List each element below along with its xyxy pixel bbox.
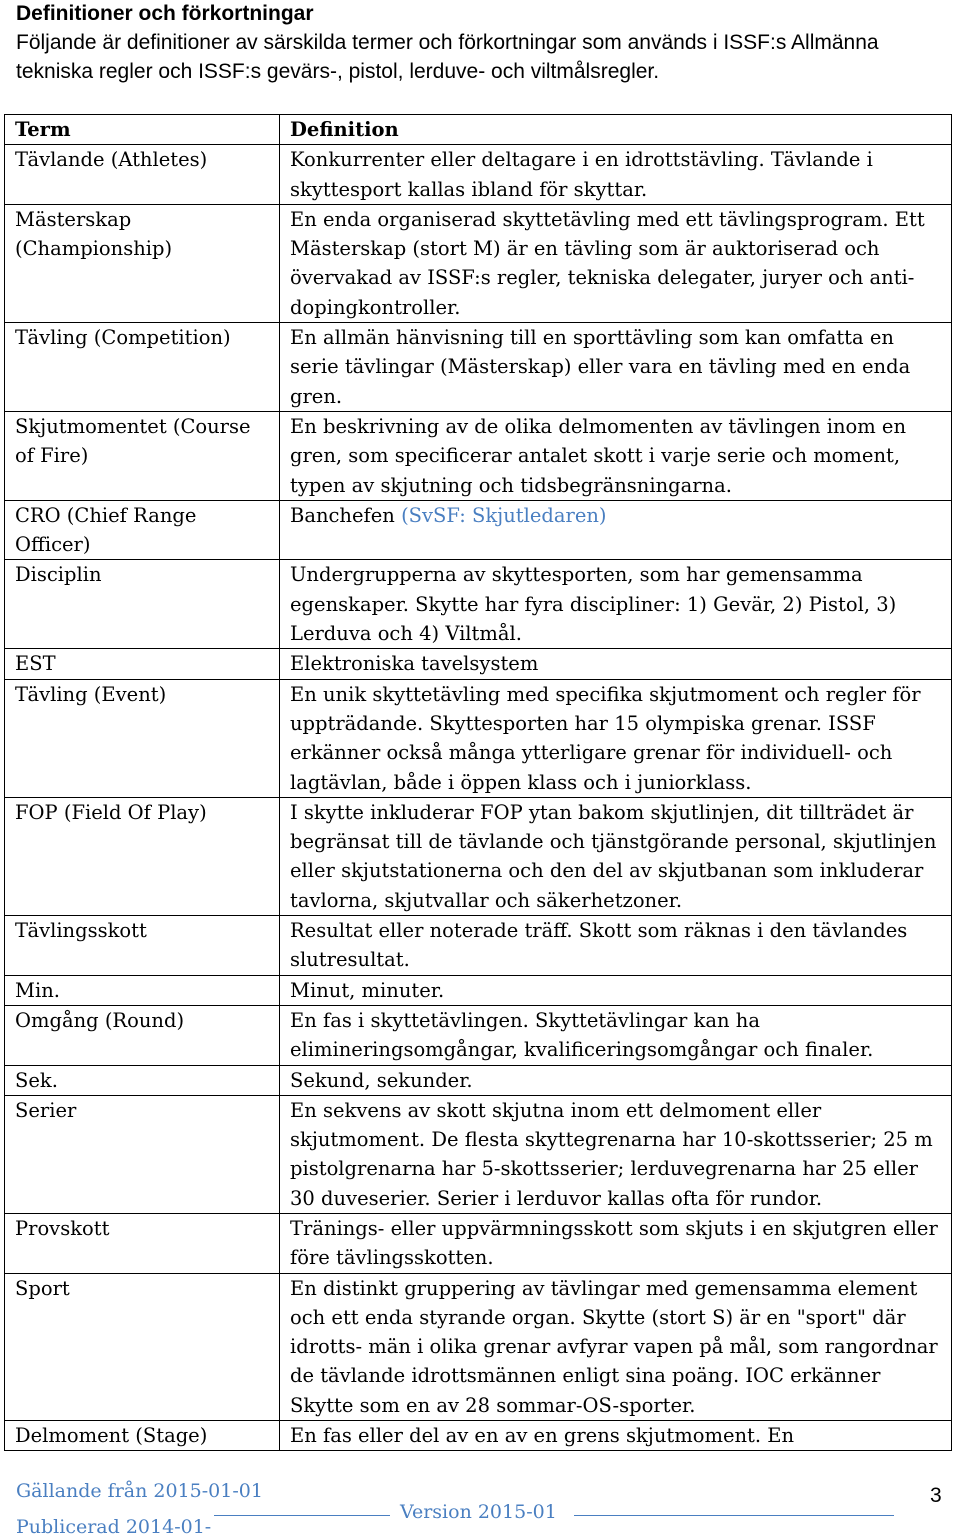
term-cell: Serier xyxy=(5,1095,280,1213)
table-row xyxy=(5,560,952,649)
definition-cell: En distinkt gruppering av tävlingar med gemensamma element och ett enda styrande organ. Skytte (stort S) är en "sport" där idrotts- män i olika grenar avfyrar vapen på mål, som rangordnar de tävlande idrottsmännen enligt sina poäng. IOC erkänner Skytte som en av 28 sommar-OS-sporter. xyxy=(280,1273,952,1420)
definition-cell: En unik skyttetävling med specifika skjutmoment och regler för uppträdande. Skyttesporten har 15 olympiska grenar. ISSF erkänner också många ytterligare grenar för individuell- och lagtävlan, både i öppen klass och i juniorklass. xyxy=(280,679,952,797)
definition-cell: I skytte inkluderar FOP ytan bakom skjutlinjen, dit tillträdet är begränsat till de tävlande och tjänstgörande personal, skjutlinjen eller skjutstationerna och den del av skjutbanan som inkluderar tavlorna, skjutvallar och säkerhetzoner. xyxy=(280,797,952,915)
definitions-table xyxy=(4,114,952,1451)
table-row xyxy=(5,916,952,976)
header-term: Term xyxy=(5,115,280,145)
definition-cell: Resultat eller noterade träff. Skott som räknas i den tävlandes slutresultat. xyxy=(280,916,952,976)
term-cell: Tävlande (Athletes) xyxy=(5,145,280,205)
table-row xyxy=(5,975,952,1005)
term-cell: Sek. xyxy=(5,1065,280,1095)
definition-cell xyxy=(280,500,952,560)
table-row xyxy=(5,500,952,560)
table-row xyxy=(5,145,952,205)
table-row xyxy=(5,204,952,322)
table-row xyxy=(5,1213,952,1273)
page-heading: Definitioner och förkortningar xyxy=(16,2,314,25)
definition-cell: Undergrupperna av skyttesporten, som har gemensamma egenskaper. Skytte har fyra discipliner: 1) Gevär, 2) Pistol, 3) Lerduva och 4) Viltmål. xyxy=(280,560,952,649)
term-cell: CRO (Chief Range Officer) xyxy=(5,500,280,560)
footer-version: Version 2015-01 xyxy=(400,1501,557,1523)
term-cell: Omgång (Round) xyxy=(5,1005,280,1065)
term-cell: Tävling (Competition) xyxy=(5,323,280,412)
header-definition: Definition xyxy=(280,115,952,145)
term-cell: Disciplin xyxy=(5,560,280,649)
term-cell: EST xyxy=(5,649,280,679)
table-row xyxy=(5,323,952,412)
table-row xyxy=(5,1273,952,1420)
definition-cell: En sekvens av skott skjutna inom ett delmoment eller skjutmoment. De flesta skyttegrenarna har 10-skottsserier; 25 m pistolgrenarna har 5-skottsserier; lerduvegrenarna har 25 eller 30 duveserier. Serier i lerduvor kallas ofta för rundor. xyxy=(280,1095,952,1213)
definition-cell: En enda organiserad skyttetävling med ett tävlingsprogram. Ett Mästerskap (stort M) är en tävling som är auktoriserad och övervakad av ISSF:s regler, tekniska delegater, juryer och anti-dopingkontroller. xyxy=(280,204,952,322)
table-row xyxy=(5,679,952,797)
table-row xyxy=(5,1095,952,1213)
term-cell: Tävling (Event) xyxy=(5,679,280,797)
footer-published: Publicerad 2014-01- xyxy=(16,1516,212,1538)
svsf-note: (SvSF: Skjutledaren) xyxy=(401,503,607,527)
definition-cell: Tränings- eller uppvärmningsskott som skjuts i en skjutgren eller före tävlingsskotten. xyxy=(280,1213,952,1273)
definition-cell: Konkurrenter eller deltagare i en idrottstävling. Tävlande i skyttesport kallas ibland för skyttar. xyxy=(280,145,952,205)
table-header-row xyxy=(5,115,952,145)
definition-cell: En fas eller del av en av en grens skjutmoment. En xyxy=(280,1421,952,1451)
definition-cell: Elektroniska tavelsystem xyxy=(280,649,952,679)
definition-cell: En allmän hänvisning till en sporttävling som kan omfatta en serie tävlingar (Mästerskap) eller vara en tävling med en enda gren. xyxy=(280,323,952,412)
table-row xyxy=(5,411,952,500)
footer-valid-from: Gällande från 2015-01-01 xyxy=(16,1480,263,1502)
definition-cell: En fas i skyttetävlingen. Skyttetävlingar kan ha elimineringsomgångar, kvalificeringsomgångar och finaler. xyxy=(280,1005,952,1065)
footer-rule-right xyxy=(574,1515,894,1516)
definition-cell: Minut, minuter. xyxy=(280,975,952,1005)
table-row xyxy=(5,1005,952,1065)
term-cell: Sport xyxy=(5,1273,280,1420)
footer-rule-left xyxy=(214,1515,390,1516)
table-row xyxy=(5,797,952,915)
term-cell: Mästerskap (Championship) xyxy=(5,204,280,322)
term-cell: Provskott xyxy=(5,1213,280,1273)
term-cell: Tävlingsskott xyxy=(5,916,280,976)
term-cell: FOP (Field Of Play) xyxy=(5,797,280,915)
intro-paragraph: Följande är definitioner av särskilda termer och förkortningar som används i ISSF:s Allmänna tekniska regler och ISSF:s gevärs-, pistol, lerduve- och viltmålsregler. xyxy=(16,31,879,83)
term-cell: Delmoment (Stage) xyxy=(5,1421,280,1451)
table-row xyxy=(5,649,952,679)
definition-cell: En beskrivning av de olika delmomenten av tävlingen inom en gren, som specificerar antalet skott i varje serie och moment, typen av skjutning och tidsbegränsningarna. xyxy=(280,411,952,500)
term-cell: Min. xyxy=(5,975,280,1005)
page-number: 3 xyxy=(930,1484,942,1507)
table-row xyxy=(5,1065,952,1095)
definition-text: Banchefen xyxy=(290,503,395,527)
definition-cell: Sekund, sekunder. xyxy=(280,1065,952,1095)
table-row xyxy=(5,1421,952,1451)
term-cell: Skjutmomentet (Course of Fire) xyxy=(5,411,280,500)
